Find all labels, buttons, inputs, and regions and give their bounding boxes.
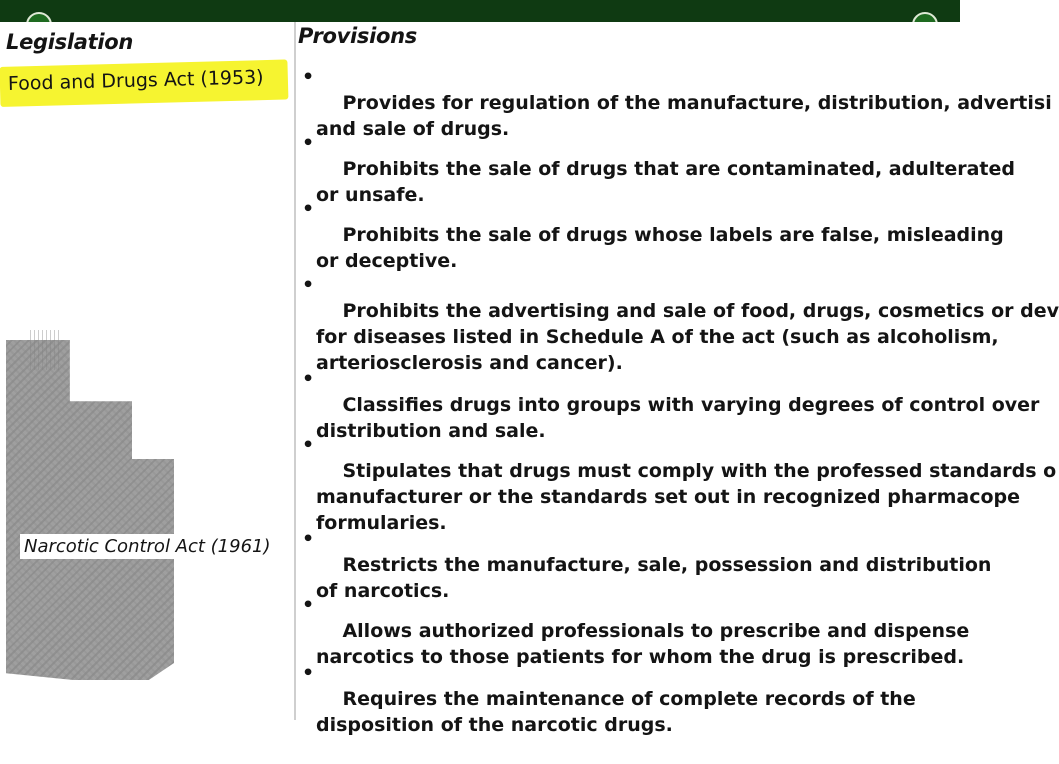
- bullet-icon: •: [302, 662, 315, 684]
- provision-text: Stipulates that drugs must comply with the professed standards o manufacturer or the standards set out in recognized pharmacope formularies.: [316, 460, 1057, 534]
- column-divider: [294, 22, 296, 720]
- provision-text: Prohibits the advertising and sale of food, drugs, cosmetics or dev for diseases listed in Schedule A of the act (such as alcoholism, arteriosclerosis and cancer).: [316, 300, 1059, 374]
- provision-text: Requires the maintenance of complete records of the disposition of the narcotic drugs.: [316, 688, 916, 736]
- provisions-header: Provisions: [298, 24, 417, 48]
- act-food-and-drugs: Food and Drugs Act (1953): [7, 66, 264, 95]
- provision-item: [300, 660, 916, 764]
- bullet-icon: •: [302, 368, 315, 390]
- bullet-icon: •: [302, 66, 315, 88]
- provision-text: Allows authorized professionals to prescribe and dispense narcotics to those patients for whom the drug is prescribed.: [316, 620, 970, 668]
- bullet-icon: •: [302, 528, 315, 550]
- provision-text: Prohibits the sale of drugs whose labels are false, misleading or deceptive.: [316, 224, 1004, 272]
- act-narcotic-control: Narcotic Control Act (1961): [20, 534, 275, 559]
- slide-top-bar: [0, 0, 960, 22]
- bullet-icon: •: [302, 198, 315, 220]
- provision-text: Provides for regulation of the manufacture, distribution, advertisi and sale of drugs.: [316, 92, 1052, 140]
- bullet-icon: •: [302, 274, 315, 296]
- provision-text: Restricts the manufacture, sale, possession and distribution of narcotics.: [316, 554, 992, 602]
- bullet-icon: •: [302, 594, 315, 616]
- provision-text: Prohibits the sale of drugs that are contaminated, adulterated or unsafe.: [316, 158, 1016, 206]
- bullet-icon: •: [302, 434, 315, 456]
- legislation-header: Legislation: [6, 30, 134, 54]
- bullet-icon: •: [302, 132, 315, 154]
- scan-speckle: [30, 330, 60, 370]
- provision-text: Classifies drugs into groups with varying degrees of control over distribution and sale.: [316, 394, 1040, 442]
